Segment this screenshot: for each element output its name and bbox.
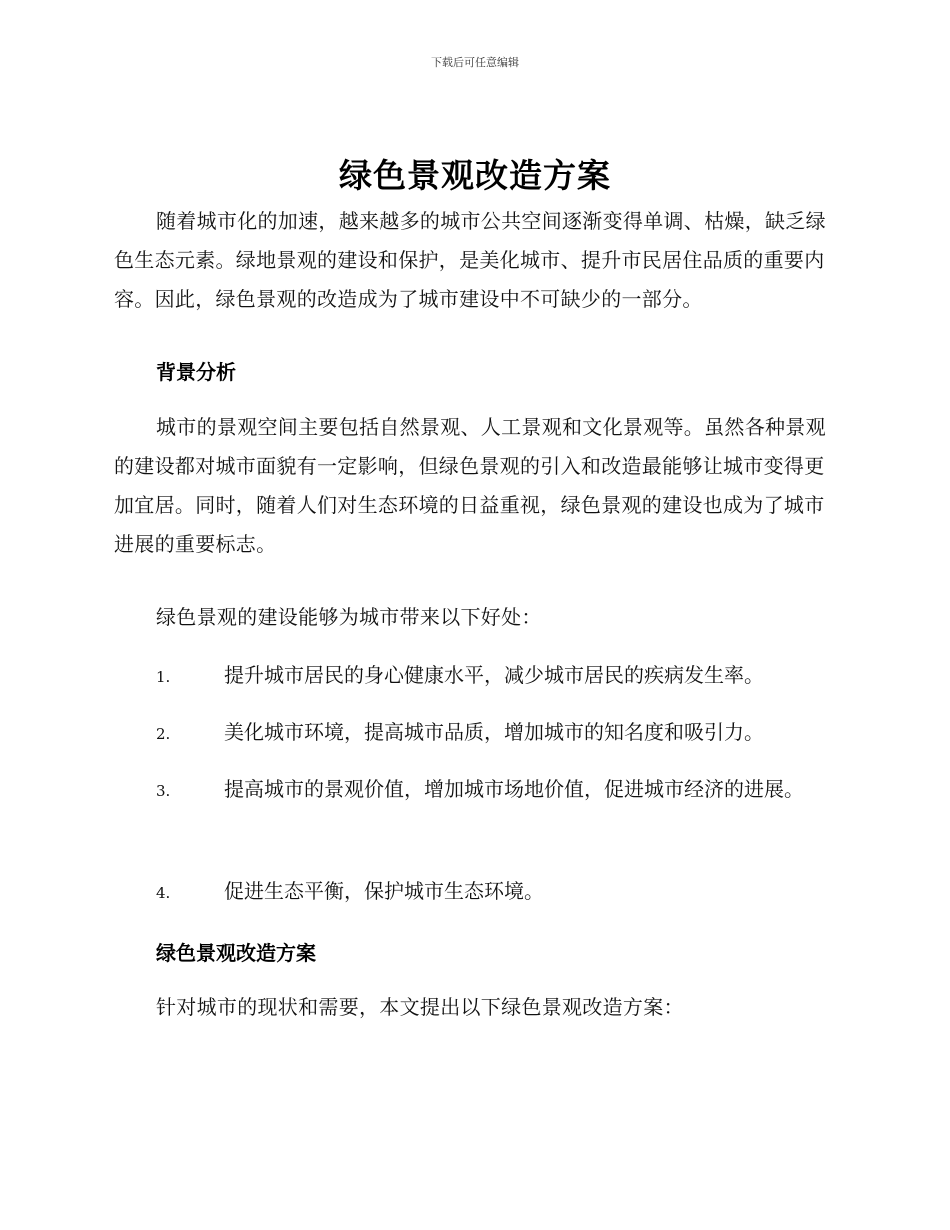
list-item: [114, 766, 836, 815]
section-heading-background: 背景分析: [156, 360, 236, 384]
list-item: [114, 868, 836, 917]
header-note: 下载后可任意编辑: [431, 56, 519, 69]
background-paragraph: 城市的景观空间主要包括自然景观、人工景观和文化景观等。虽然各种景观的建设都对城市面貌有一定影响，但绿色景观的引入和改造最能够让城市变得更加宜居。同时，随着人们对生态环境的日益重视，绿色景观的建设也成为了城市进展的重要标志。: [114, 415, 826, 556]
section-heading-plan: 绿色景观改造方案: [156, 941, 316, 965]
list-item: [114, 652, 836, 701]
document-title: 绿色景观改造方案: [339, 156, 611, 195]
list-item-number: 3.: [156, 782, 171, 800]
list-item-text: 提升城市居民的身心健康水平，减少城市居民的疾病发生率。: [224, 663, 764, 687]
list-item-number: 1.: [156, 668, 171, 686]
list-item: [114, 709, 836, 758]
list-item-number: 4.: [156, 884, 171, 902]
list-item-text: 美化城市环境，提高城市品质，增加城市的知名度和吸引力。: [224, 720, 764, 744]
intro-paragraph: 随着城市化的加速，越来越多的城市公共空间逐渐变得单调、枯燥，缺乏绿色生态元素。绿地景观的建设和保护，是美化城市、提升市民居住品质的重要内容。因此，绿色景观的改造成为了城市建设中不可缺少的一部分。: [114, 209, 826, 311]
list-item-text: 提高城市的景观价值，增加城市场地价值，促进城市经济的进展。: [224, 777, 804, 801]
list-item-text: 促进生态平衡，保护城市生态环境。: [224, 879, 544, 903]
list-item-number: 2.: [156, 725, 171, 743]
benefits-intro: 绿色景观的建设能够为城市带来以下好处：: [156, 605, 542, 629]
plan-paragraph: 针对城市的现状和需要，本文提出以下绿色景观改造方案：: [156, 995, 684, 1019]
